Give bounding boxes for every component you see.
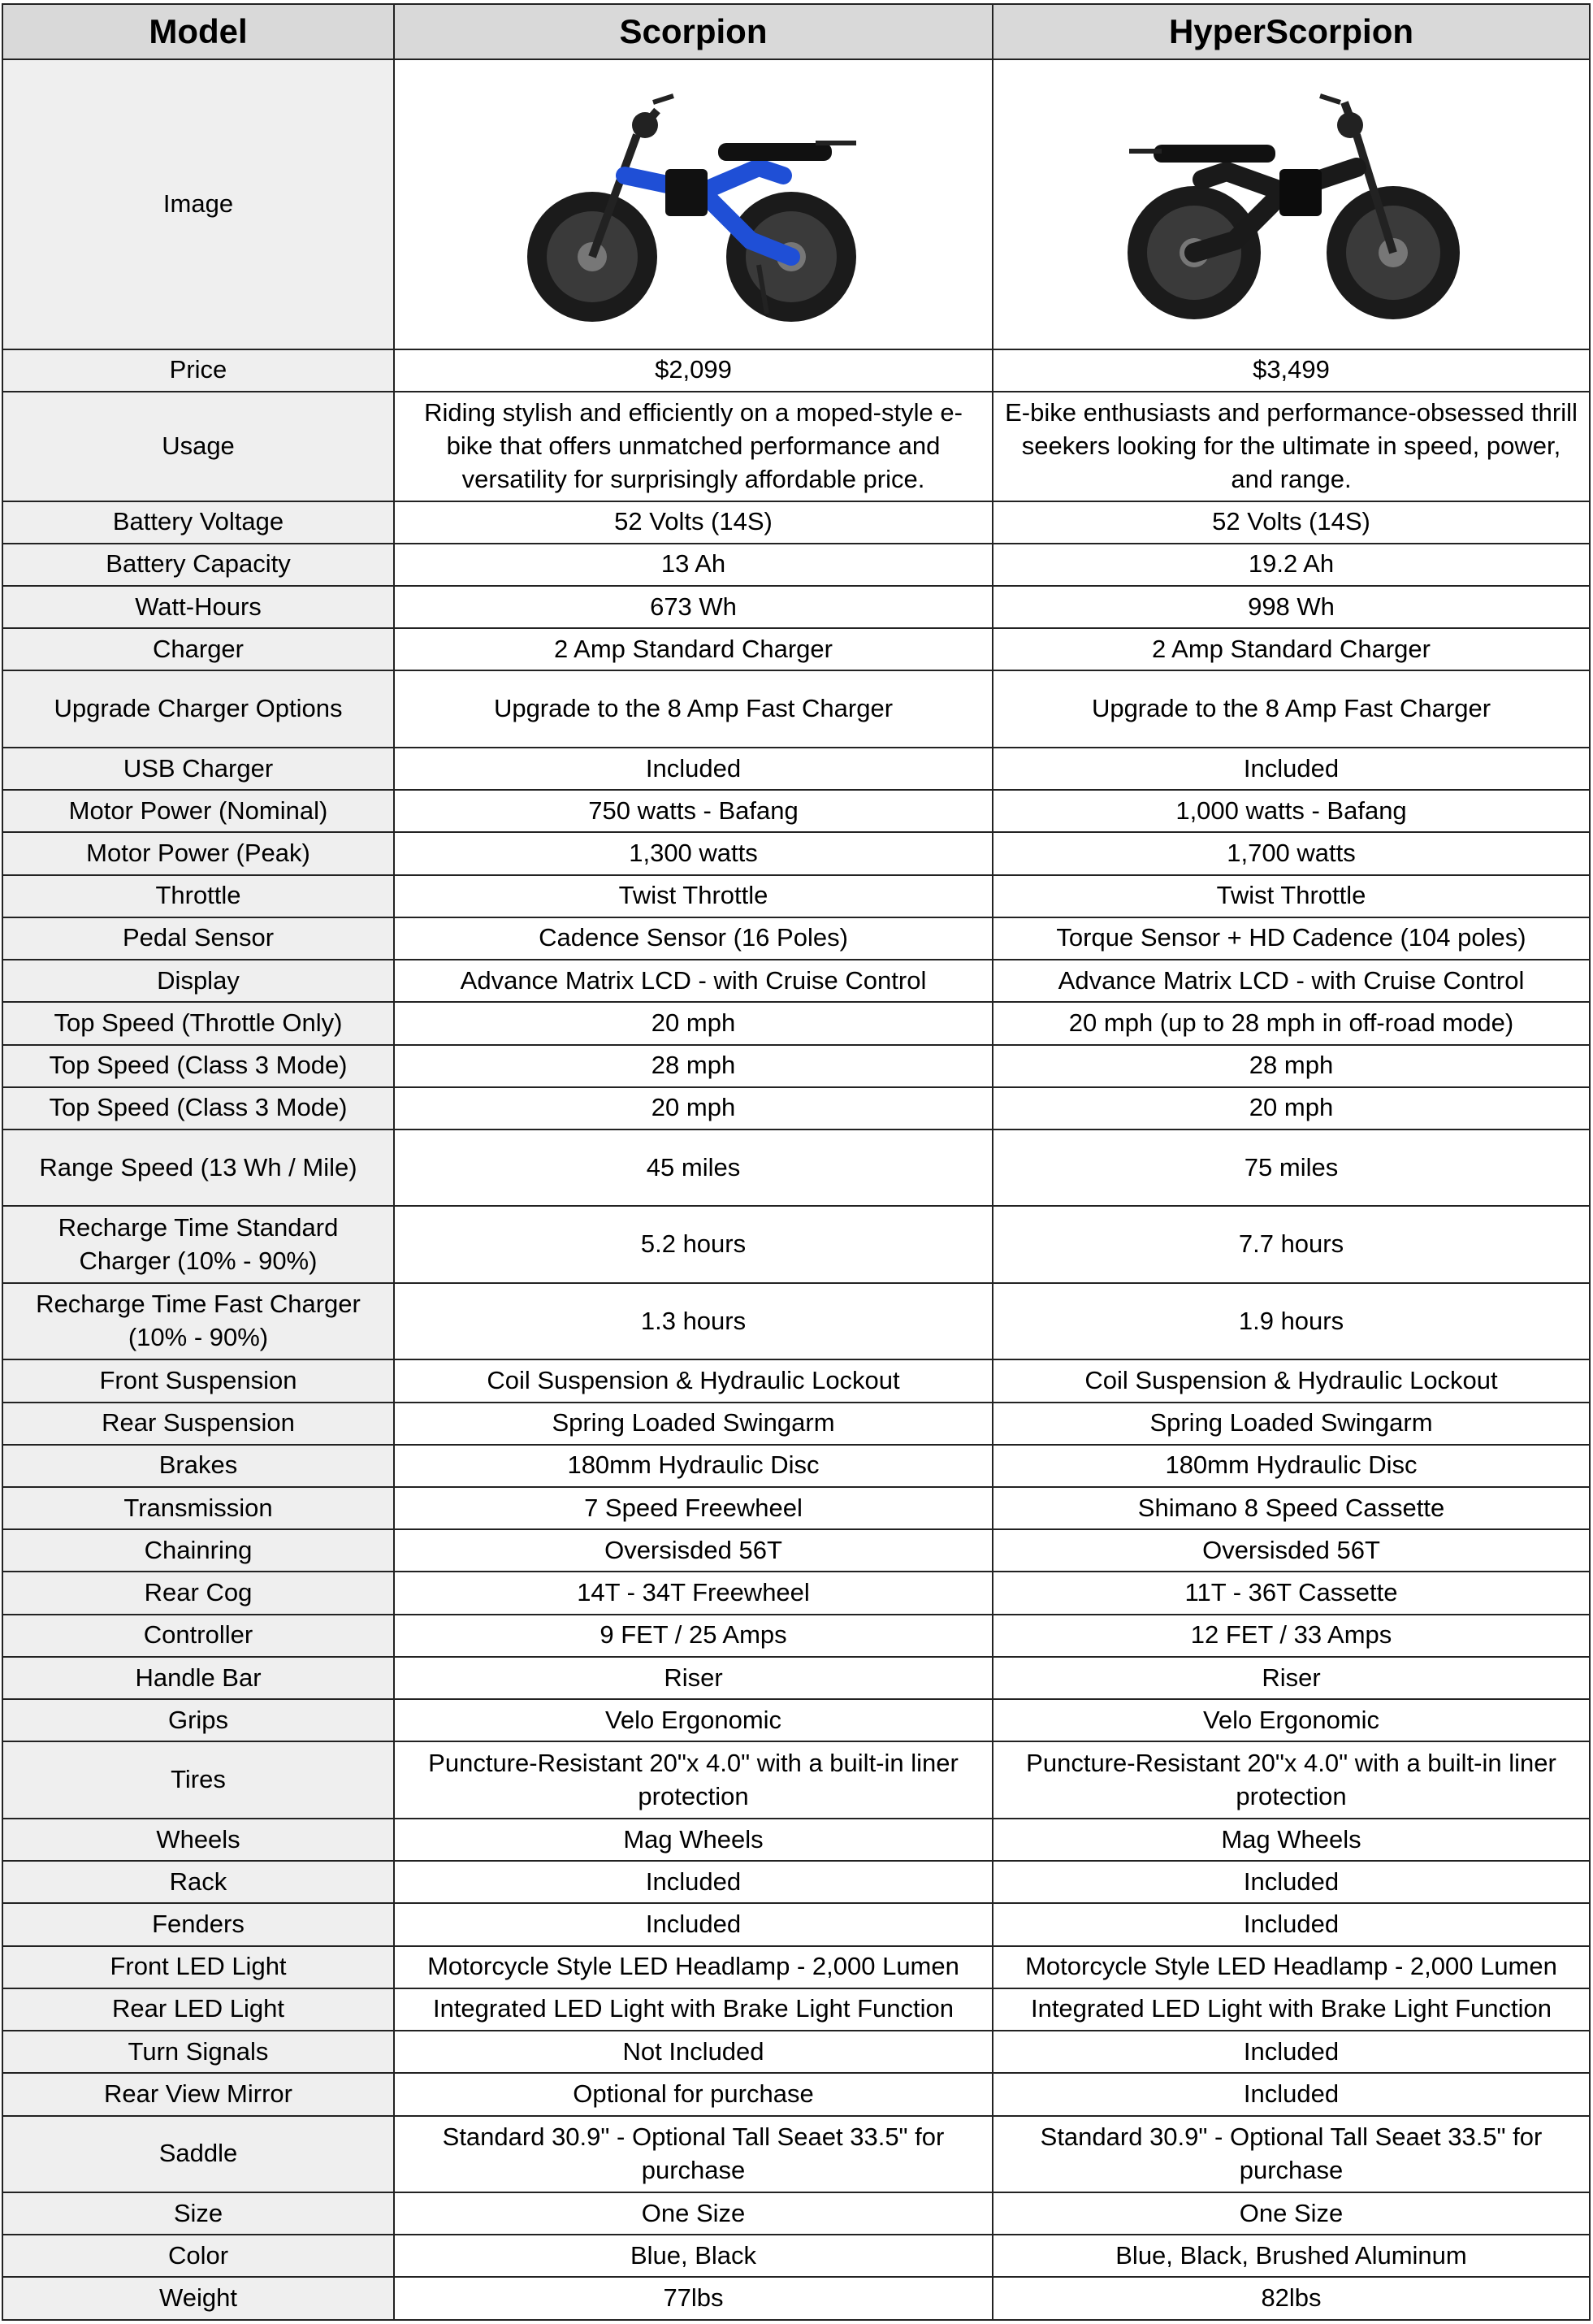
spec-label: Display — [2, 960, 394, 1002]
scorpion-value: 1,300 watts — [394, 832, 993, 874]
spec-row — [2, 1129, 1590, 1206]
spec-label: Wheels — [2, 1819, 394, 1861]
hyperscorpion-value: Upgrade to the 8 Amp Fast Charger — [993, 670, 1590, 747]
hyperscorpion-value: 20 mph (up to 28 mph in off-road mode) — [993, 1002, 1590, 1044]
scorpion-value: Spring Loaded Swingarm — [394, 1403, 993, 1445]
hyperscorpion-value: Included — [993, 1903, 1590, 1945]
header-scorpion: Scorpion — [394, 4, 993, 59]
scorpion-value: Cadence Sensor (16 Poles) — [394, 917, 993, 960]
spec-row — [2, 960, 1590, 1002]
scorpion-value: Advance Matrix LCD - with Cruise Control — [394, 960, 993, 1002]
spec-label: Upgrade Charger Options — [2, 670, 394, 747]
hyperscorpion-value: Advance Matrix LCD - with Cruise Control — [993, 960, 1590, 1002]
scorpion-image-cell — [394, 59, 993, 349]
spec-label: Saddle — [2, 2116, 394, 2192]
scorpion-value: 7 Speed Freewheel — [394, 1487, 993, 1529]
hyperscorpion-value: 11T - 36T Cassette — [993, 1572, 1590, 1614]
image-row-label: Image — [2, 59, 394, 349]
hyperscorpion-value: 998 Wh — [993, 586, 1590, 628]
hyperscorpion-value: Included — [993, 1861, 1590, 1903]
spec-label: Throttle — [2, 875, 394, 917]
scorpion-value: Included — [394, 748, 993, 790]
scorpion-value: 52 Volts (14S) — [394, 501, 993, 544]
spec-row — [2, 1445, 1590, 1487]
scorpion-value: Puncture-Resistant 20"x 4.0" with a built-in liner protection — [394, 1741, 993, 1818]
hyperscorpion-value: E-bike enthusiasts and performance-obsessed thrill seekers looking for the ultimate in speed, power, and range. — [993, 392, 1590, 501]
spec-row — [2, 1903, 1590, 1945]
spec-row — [2, 1615, 1590, 1657]
spec-label: Color — [2, 2235, 394, 2277]
spec-row — [2, 790, 1590, 832]
hyperscorpion-value: Oversisded 56T — [993, 1529, 1590, 1572]
spec-row — [2, 2031, 1590, 2073]
hyperscorpion-value: Standard 30.9" - Optional Tall Seaet 33.5" for purchase — [993, 2116, 1590, 2192]
scorpion-value: Velo Ergonomic — [394, 1699, 993, 1741]
scorpion-value: Included — [394, 1903, 993, 1945]
scorpion-value: 45 miles — [394, 1129, 993, 1206]
header-hyperscorpion: HyperScorpion — [993, 4, 1590, 59]
spec-label: Front LED Light — [2, 1946, 394, 1988]
spec-row — [2, 2116, 1590, 2192]
spec-row — [2, 1572, 1590, 1614]
scorpion-value: $2,099 — [394, 349, 993, 392]
scorpion-value: Optional for purchase — [394, 2073, 993, 2115]
hyperscorpion-value: Included — [993, 2073, 1590, 2115]
scorpion-value: Riser — [394, 1657, 993, 1699]
spec-label: Recharge Time Fast Charger (10% - 90%) — [2, 1283, 394, 1359]
scorpion-value: Oversisded 56T — [394, 1529, 993, 1572]
scorpion-value: Blue, Black — [394, 2235, 993, 2277]
hyperscorpion-value: 19.2 Ah — [993, 544, 1590, 586]
spec-label: Handle Bar — [2, 1657, 394, 1699]
spec-label: Tires — [2, 1741, 394, 1818]
spec-row — [2, 832, 1590, 874]
spec-label: Rear Cog — [2, 1572, 394, 1614]
scorpion-value: 673 Wh — [394, 586, 993, 628]
hyperscorpion-ebike-photo — [1113, 78, 1470, 330]
spec-row — [2, 2073, 1590, 2115]
spec-label: Rear LED Light — [2, 1988, 394, 2031]
spec-row — [2, 2277, 1590, 2320]
spec-row — [2, 670, 1590, 747]
spec-row — [2, 875, 1590, 917]
hyperscorpion-value: 82lbs — [993, 2277, 1590, 2320]
spec-label: Turn Signals — [2, 2031, 394, 2073]
spec-label: Front Suspension — [2, 1359, 394, 1402]
spec-label: Rear Suspension — [2, 1403, 394, 1445]
scorpion-value: Coil Suspension & Hydraulic Lockout — [394, 1359, 993, 1402]
spec-label: Motor Power (Nominal) — [2, 790, 394, 832]
hyperscorpion-value: $3,499 — [993, 349, 1590, 392]
spec-label: Brakes — [2, 1445, 394, 1487]
scorpion-value: 20 mph — [394, 1087, 993, 1129]
hyperscorpion-value: Integrated LED Light with Brake Light Function — [993, 1988, 1590, 2031]
spec-label: Watt-Hours — [2, 586, 394, 628]
spec-row — [2, 1657, 1590, 1699]
spec-row — [2, 1988, 1590, 2031]
header-row — [2, 4, 1590, 59]
hyperscorpion-value: 75 miles — [993, 1129, 1590, 1206]
hyperscorpion-value: Puncture-Resistant 20"x 4.0" with a built-in liner protection — [993, 1741, 1590, 1818]
spec-row — [2, 1487, 1590, 1529]
spec-row — [2, 1861, 1590, 1903]
spec-row — [2, 628, 1590, 670]
spec-label: Chainring — [2, 1529, 394, 1572]
hyperscorpion-value: Included — [993, 2031, 1590, 2073]
hyperscorpion-value: Torque Sensor + HD Cadence (104 poles) — [993, 917, 1590, 960]
scorpion-value: Not Included — [394, 2031, 993, 2073]
hyperscorpion-value: Riser — [993, 1657, 1590, 1699]
scorpion-value: 2 Amp Standard Charger — [394, 628, 993, 670]
hyperscorpion-value: Spring Loaded Swingarm — [993, 1403, 1590, 1445]
scorpion-value: 5.2 hours — [394, 1206, 993, 1282]
spec-row — [2, 544, 1590, 586]
scorpion-value: Upgrade to the 8 Amp Fast Charger — [394, 670, 993, 747]
spec-label: Controller — [2, 1615, 394, 1657]
hyperscorpion-value: 180mm Hydraulic Disc — [993, 1445, 1590, 1487]
hyperscorpion-value: Velo Ergonomic — [993, 1699, 1590, 1741]
spec-label: Transmission — [2, 1487, 394, 1529]
hyperscorpion-value: Twist Throttle — [993, 875, 1590, 917]
spec-label: Top Speed (Class 3 Mode) — [2, 1045, 394, 1087]
hyperscorpion-value: One Size — [993, 2192, 1590, 2235]
hyperscorpion-value: 1,000 watts - Bafang — [993, 790, 1590, 832]
scorpion-value: 180mm Hydraulic Disc — [394, 1445, 993, 1487]
spec-label: Rear View Mirror — [2, 2073, 394, 2115]
hyperscorpion-value: Mag Wheels — [993, 1819, 1590, 1861]
spec-row — [2, 1359, 1590, 1402]
spec-label: Weight — [2, 2277, 394, 2320]
spec-label: Fenders — [2, 1903, 394, 1945]
scorpion-value: One Size — [394, 2192, 993, 2235]
spec-label: Top Speed (Class 3 Mode) — [2, 1087, 394, 1129]
scorpion-value: 1.3 hours — [394, 1283, 993, 1359]
image-row — [2, 59, 1590, 349]
header-model-label: Model — [2, 4, 394, 59]
hyperscorpion-value: 1.9 hours — [993, 1283, 1590, 1359]
spec-row — [2, 501, 1590, 544]
scorpion-value: Integrated LED Light with Brake Light Function — [394, 1988, 993, 2031]
scorpion-value: 20 mph — [394, 1002, 993, 1044]
spec-row — [2, 1087, 1590, 1129]
hyperscorpion-value: Blue, Black, Brushed Aluminum — [993, 2235, 1590, 2277]
spec-row — [2, 1699, 1590, 1741]
hyperscorpion-value: 1,700 watts — [993, 832, 1590, 874]
spec-label: Range Speed (13 Wh / Mile) — [2, 1129, 394, 1206]
spec-label: Top Speed (Throttle Only) — [2, 1002, 394, 1044]
scorpion-value: 750 watts - Bafang — [394, 790, 993, 832]
spec-comparison-table — [2, 3, 1591, 2321]
spec-label: Size — [2, 2192, 394, 2235]
spec-label: Price — [2, 349, 394, 392]
hyperscorpion-value: 2 Amp Standard Charger — [993, 628, 1590, 670]
scorpion-value: Motorcycle Style LED Headlamp - 2,000 Lumen — [394, 1946, 993, 1988]
spec-row — [2, 2235, 1590, 2277]
spec-label: Charger — [2, 628, 394, 670]
spec-label: Motor Power (Peak) — [2, 832, 394, 874]
scorpion-ebike-photo — [515, 78, 872, 330]
spec-row — [2, 1819, 1590, 1861]
scorpion-value: Included — [394, 1861, 993, 1903]
spec-label: Rack — [2, 1861, 394, 1903]
scorpion-value: 28 mph — [394, 1045, 993, 1087]
spec-label: Usage — [2, 392, 394, 501]
spec-row — [2, 586, 1590, 628]
hyperscorpion-value: 12 FET / 33 Amps — [993, 1615, 1590, 1657]
scorpion-value: 9 FET / 25 Amps — [394, 1615, 993, 1657]
scorpion-value: 77lbs — [394, 2277, 993, 2320]
hyperscorpion-value: Coil Suspension & Hydraulic Lockout — [993, 1359, 1590, 1402]
spec-label: Pedal Sensor — [2, 917, 394, 960]
spec-row — [2, 917, 1590, 960]
scorpion-value: Mag Wheels — [394, 1819, 993, 1861]
scorpion-value: Standard 30.9" - Optional Tall Seaet 33.5" for purchase — [394, 2116, 993, 2192]
hyperscorpion-image-cell — [993, 59, 1590, 349]
spec-row — [2, 1946, 1590, 1988]
hyperscorpion-value: 7.7 hours — [993, 1206, 1590, 1282]
hyperscorpion-value: Included — [993, 748, 1590, 790]
spec-label: Recharge Time Standard Charger (10% - 90%) — [2, 1206, 394, 1282]
hyperscorpion-value: 52 Volts (14S) — [993, 501, 1590, 544]
hyperscorpion-value: 28 mph — [993, 1045, 1590, 1087]
scorpion-value: Riding stylish and efficiently on a moped-style e-bike that offers unmatched performance and versatility for surprisingly affordable price. — [394, 392, 993, 501]
spec-row — [2, 1045, 1590, 1087]
spec-row — [2, 748, 1590, 790]
scorpion-value: 13 Ah — [394, 544, 993, 586]
spec-label: Battery Voltage — [2, 501, 394, 544]
spec-row — [2, 1403, 1590, 1445]
spec-row — [2, 392, 1590, 501]
spec-label: Battery Capacity — [2, 544, 394, 586]
spec-label: Grips — [2, 1699, 394, 1741]
hyperscorpion-value: 20 mph — [993, 1087, 1590, 1129]
scorpion-value: Twist Throttle — [394, 875, 993, 917]
spec-label: USB Charger — [2, 748, 394, 790]
spec-row — [2, 2192, 1590, 2235]
spec-row — [2, 1206, 1590, 1282]
spec-row — [2, 1529, 1590, 1572]
spec-row — [2, 1741, 1590, 1818]
spec-row — [2, 1283, 1590, 1359]
spec-row — [2, 1002, 1590, 1044]
hyperscorpion-value: Shimano 8 Speed Cassette — [993, 1487, 1590, 1529]
scorpion-value: 14T - 34T Freewheel — [394, 1572, 993, 1614]
spec-row — [2, 349, 1590, 392]
hyperscorpion-value: Motorcycle Style LED Headlamp - 2,000 Lumen — [993, 1946, 1590, 1988]
